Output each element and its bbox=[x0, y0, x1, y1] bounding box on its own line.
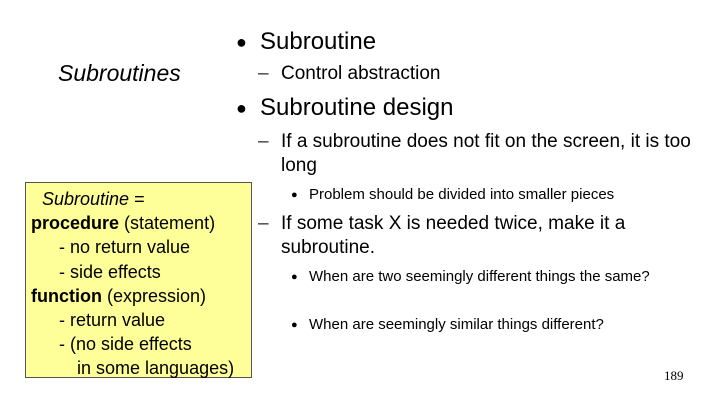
small-bullet-dot-icon: ● bbox=[291, 189, 298, 201]
note-line-no-side-effects: - (no side effects bbox=[59, 334, 192, 354]
en-dash-icon: – bbox=[258, 213, 269, 234]
sub-bullet-text: If some task X is needed twice, make it a subroutine. bbox=[281, 213, 626, 258]
note-line-no-return-value: - no return value bbox=[59, 237, 191, 257]
note-term-function: function bbox=[31, 286, 102, 306]
note-equals: = bbox=[129, 189, 145, 209]
bullet-dot-icon: ● bbox=[236, 98, 247, 118]
en-dash-icon: – bbox=[258, 131, 269, 152]
sub-bullet-fit-on-screen bbox=[258, 130, 698, 178]
slide-title: Subroutines bbox=[58, 60, 181, 86]
note-line-procedure bbox=[31, 212, 215, 234]
small-bullet-dot-icon: ● bbox=[291, 319, 298, 331]
note-line-subroutine bbox=[42, 188, 145, 210]
note-term-subroutine: Subroutine bbox=[42, 189, 130, 209]
sub-sub-bullet-text: When are seemingly similar things different? bbox=[309, 316, 604, 333]
note-function-detail: (expression) bbox=[101, 286, 207, 306]
note-line-return-value: - return value bbox=[59, 310, 166, 330]
bullet-text: Subroutine design bbox=[260, 94, 454, 121]
en-dash-icon: – bbox=[258, 63, 269, 84]
page-number: 189 bbox=[664, 368, 684, 383]
sub-sub-bullet-seemingly-similar bbox=[291, 314, 681, 336]
note-line-some-languages: in some languages) bbox=[77, 358, 235, 378]
note-procedure-detail: (statement) bbox=[119, 213, 216, 233]
sub-bullet-control-abstraction bbox=[258, 62, 698, 86]
bullet-dot-icon: ● bbox=[236, 32, 247, 52]
note-line-function bbox=[31, 285, 206, 307]
sub-sub-bullet-text: Problem should be divided into smaller pieces bbox=[309, 186, 615, 203]
sub-bullet-text: If a subroutine does not fit on the screen, it is too long bbox=[281, 131, 691, 176]
note-line-side-effects: - side effects bbox=[59, 262, 161, 282]
sub-bullet-text: Control abstraction bbox=[281, 63, 441, 84]
sub-bullet-task-needed-twice bbox=[258, 212, 698, 260]
bullet-text: Subroutine bbox=[260, 28, 377, 55]
small-bullet-dot-icon: ● bbox=[291, 271, 298, 283]
note-term-procedure: procedure bbox=[31, 213, 120, 233]
definition-note-box bbox=[25, 182, 252, 378]
sub-sub-bullet-seemingly-different bbox=[291, 266, 681, 288]
sub-sub-bullet-text: When are two seemingly different things the same? bbox=[309, 268, 650, 285]
sub-sub-bullet-divide-problem bbox=[291, 184, 681, 206]
